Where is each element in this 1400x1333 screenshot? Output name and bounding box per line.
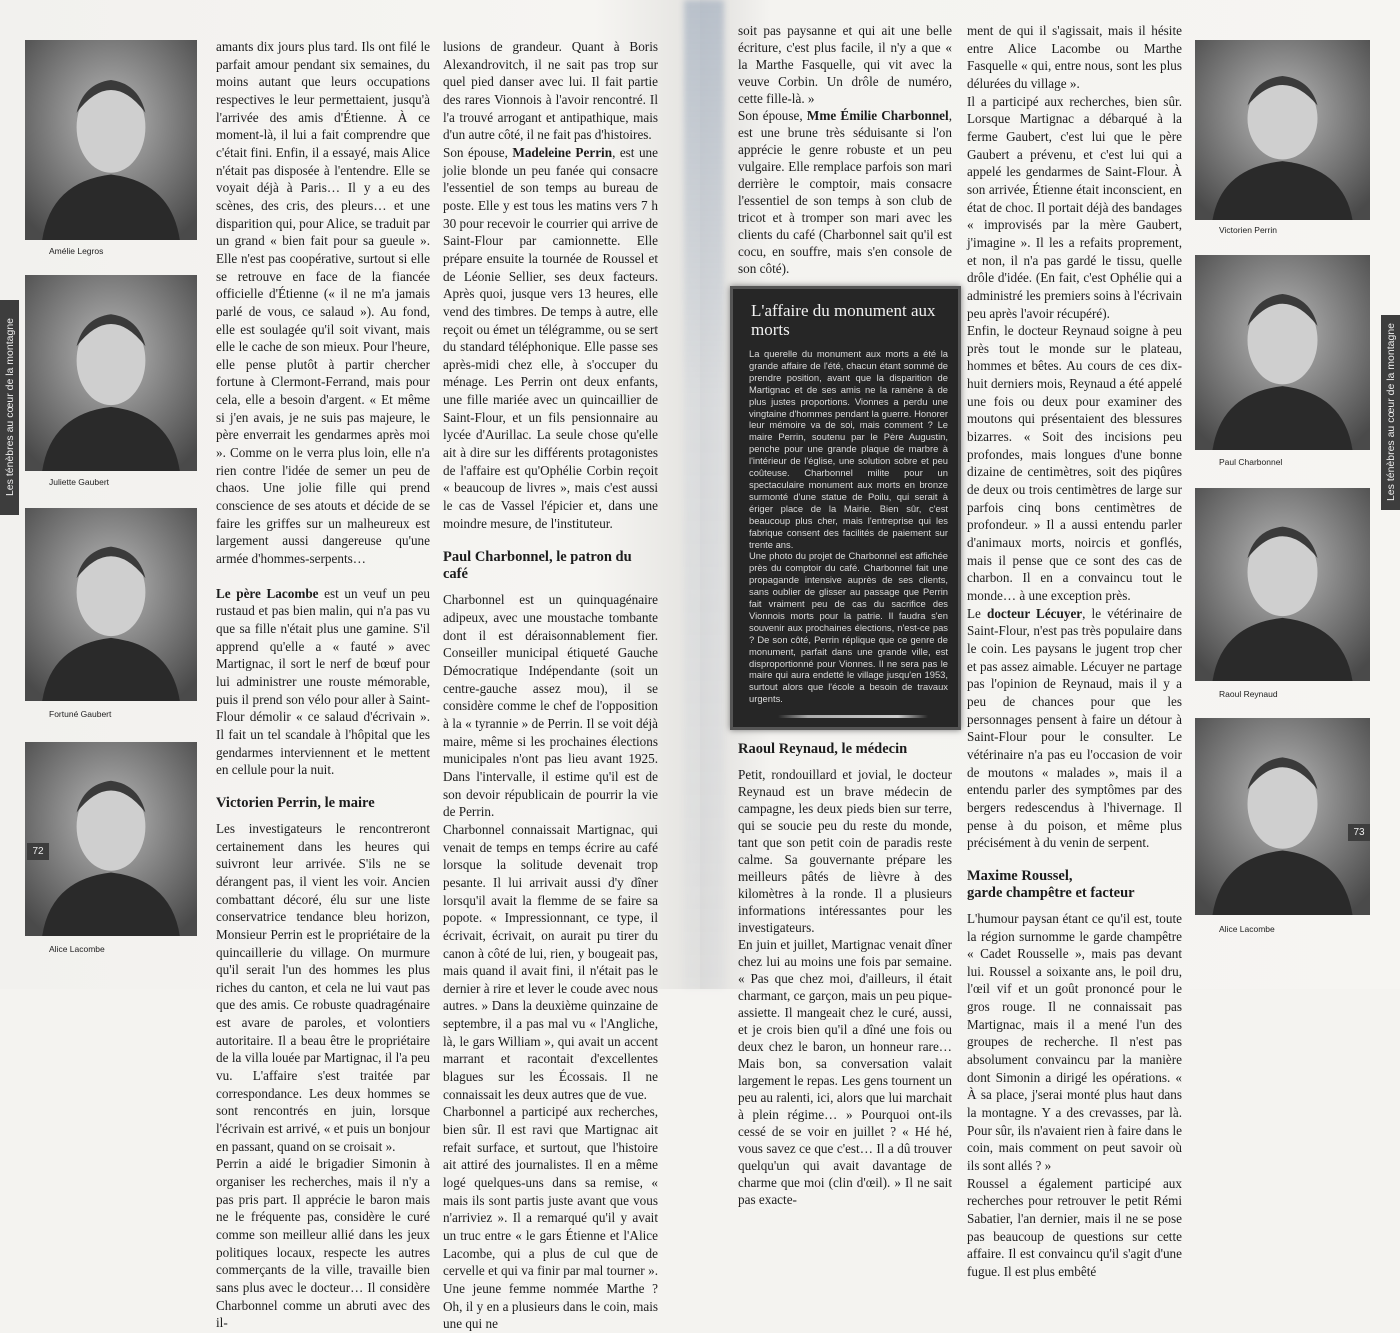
photo-caption: Amélie Legros	[49, 246, 104, 256]
paragraph-text: est un veuf un peu rustaud et pas bien malin, qui n'a pas vu que sa fille n'était plus une gamine. S'il apprend qu'elle a « fauté » avec Martignac, il sort le nerf de bœuf pour lui administrer une rouste mémorable, puis il prend son vélo pour aller à Saint-Flour démolir « ce salaud d'écrivain ». Il fait un tel scandale à l'hôpital que les gendarmes interviennent et le mettent en cellule pour la nuit.	[216, 585, 430, 778]
sidebar-paragraph: Une photo du projet de Charbonnel est affichée près du comptoir du café. Charbonnel fait une propagande intensive auprès de ses clients, sans oublier de glisser au passage que Perrin fait vraiment peu de cas du sacrifice des Vionnois morts pour la patrie. Il faudra s'en souvenir aux prochaines élections, n'est-ce pas ? De son côté, Perrin réplique que ce genre de monument, parfait dans une grande ville, est disproportionné pour Vionnes. Il ne sera pas le maire qui aura endetté le village jusqu'en 1953, surtout alors que l'école a besoin de travaux urgents.	[749, 550, 948, 705]
photo-caption: Alice Lacombe	[1219, 924, 1275, 934]
portrait-photo	[1195, 40, 1370, 220]
running-title: Les ténèbres au cœur de la montagne	[3, 318, 16, 497]
paragraph: Il a participé aux recherches, bien sûr. Lorsque Martignac a débarqué à la ferme Gaubert, c'est lui que le père Gaubert a prévenu, et c'est lui qui a appelé les gendarmes de Saint-Flour. À son arrivée, Étienne était inconscient, en état de choc. Il portait déjà des bandages « improvisés par la mère Gaubert, j'imagine ». Il les a refaits proprement, et non, il n'a pas gardé le tissu, quelle drôle d'idée. (En fait, c'est Ophélie qui a administré les premiers soins à l'écrivain peu après l'avoir récupéré).	[967, 93, 1182, 321]
paragraph	[216, 585, 430, 779]
paragraph: Charbonnel connaissait Martignac, qui venait de temps en temps écrire au café lorsque la solitude devenait trop pesante. Il lui arrivait aussi d'y dîner lorsqu'il avait la flemme de se faire sa popote. « Impressionnant, ce type, il écrivait, écrivait, on aurait pu tirer du canon à côté de lui, rien, y bougeait pas, mais quand il avait fini, il n'était pas le dernier à rire et lever le coude avec nous autres. » Dans la deuxième quinzaine de septembre, il a pas mal vu « l'Angliche, là, le gars William », qui avait un accent marrant et racontait d'excellentes blagues sur les Écossais. Il ne connaissait les deux autres que de vue.	[443, 821, 658, 1102]
section-heading	[967, 868, 1182, 902]
paragraph: amants dix jours plus tard. Ils ont filé le parfait amour pendant six semaines, du moins autant que leurs occupations respectives le leur permettaient, jusqu'à l'arrivée des amis d'Étienne. À ce moment-là, il lui a fait comprendre que c'était fini. Enfin, il a essayé, mais Alice n'était pas disposée à l'entendre. Elle se voyait déjà à Paris… Il y a eu des scènes, des cris, des pleurs… et une disparition qui, pour Alice, se traduit par un grand « bien fait pour sa gueule ». Elle n'est pas coopérative, surtout si elle se retrouve en face de la fiancée officielle d'Étienne (« il ne m'a jamais parlé de vous, ce salaud »). Au fond, elle est soulagée qu'il soit vivant, mais elle le cache de son mieux. Pour l'heure, elle pense plutôt à partir chercher fortune à Clermont-Ferrand, mais pour cela, elle a besoin d'argent. « Et même si j'en avais, je ne suis pas majeure, le père enverrait les gendarmes après moi ». Comme on le verra plus loin, elle n'a rien contre l'idée de semer un peu de chaos. Une jolie fille qui prend conscience de ses atouts et décide de se faire les griffes sur un malheureux est largement aussi dangereuse qu'une armée d'hommes-serpents…	[216, 39, 430, 567]
text-column-2	[443, 38, 658, 1333]
running-title: Les ténèbres au cœur de la montagne	[1384, 323, 1397, 502]
portrait-photo	[1195, 255, 1370, 450]
photo-caption: Juliette Gaubert	[49, 477, 110, 487]
page-number-left: 72	[27, 843, 49, 860]
portrait-photo	[25, 40, 197, 240]
paragraph: soit pas paysanne et qui ait une belle écriture, c'est plus facile, il n'y a que « la Marthe Fasquelle, qui vit avec la veuve Corbin. Un drôle de numéro, cette fille-là. »	[738, 23, 952, 106]
bold-name: Le père Lacombe	[216, 585, 319, 601]
paragraph-text: Le	[967, 605, 987, 621]
paragraph: En juin et juillet, Martignac venait dîner chez lui au moins une fois par semaine. « Pas que chez moi, d'ailleurs, il était charmant, ce garçon, mais un peu pique-assiette. Il mangeait chez le curé, aussi, et je crois bien qu'il a dîné une fois ou deux chez le baron, un honneur rare… Mais bon, sa conversation valait largement le repas. Les gens tournent un peu au ralenti, ici, alors que lui marchait à plein régime… » Pourquoi ont-ils cessé de se voir en juillet ? « Hé hé, vous savez ce que c'est… Il a dû trouver quelqu'un qui avait davantage de charme que moi (clin d'œil). » Il ne sait pas exacte-	[738, 937, 952, 1208]
bold-name: Madeleine Perrin	[512, 144, 613, 160]
paragraph: L'humour paysan étant ce qu'il est, toute la région surnomme le garde champêtre « Cadet Rousselle », mais pas devant lui. Roussel a soixante ans, le poil dru, l'œil vif et un goût prononcé pour le gros rouge. Il ne connaissait pas Martignac, mais il a mené l'un des groupes de recherche. Il n'est pas absolument convaincu par la manière dont Simonin a dirigé les opérations. « À sa place, j'serai monté plus haut dans la montagne. Y a des crevasses, par là. Pour sûr, ils n'avaient rien à faire dans le coin, mais comment on peut savoir où ils sont allés ? »	[967, 910, 1182, 1174]
text-column-3	[738, 22, 952, 1208]
sidebar-paragraph: La querelle du monument aux morts a été la grande affaire de l'été, chacun étant sommé de prendre position, avant que la disparition de Martignac et de ses amis ne la ramène à de plus justes proportions. Vionnes a perdu une vingtaine d'hommes pendant la guerre. Honorer leur mémoire va de soi, mais comment ? Le maire Perrin, soutenu par le Père Augustin, penche pour une grande plaque de marbre à l'intérieur de l'église, une solution sobre et peu coûteuse. Charbonnel milite pour un spectaculaire monument aux morts en bronze surmonté d'une statue de Poilu, qui serait à ériger place de la Mairie. Bien sûr, c'est beaucoup plus cher, mais l'entreprise qui les fabrique consent des facilités de paiement sur trente ans.	[749, 348, 948, 550]
paragraph	[738, 107, 952, 277]
section-heading: Victorien Perrin, le maire	[216, 794, 375, 811]
decorative-squiggle	[778, 715, 928, 718]
portrait-photo	[25, 275, 197, 471]
photo-caption: Fortuné Gaubert	[49, 709, 112, 719]
paragraph: Enfin, le docteur Reynaud soigne à peu près tout le monde sur le plateau, hommes et bêtes. Au cours de ces dix-huit derniers mois, Reynaud a été appelé une fois ou deux pour examiner des moutons qui présentaient des blessures bizarres. « Soit des incisions peu profondes, mais longues d'une bonne dizaine de centimètres, soit des piqûres de deux ou trois centimètres de large sur parfois cinq bons centimètres de profondeur. » Il a aussi entendu parler d'animaux morts, noircis et gonflés, mais il pense que ce sont des cas de charbon. Il en a convaincu tout le monde… à une exception près.	[967, 323, 1182, 603]
paragraph: ment de qui il s'agissait, mais il hésite entre Alice Lacombe ou Marthe Fasquelle « qui, entre nous, sont les plus délurées du village ».	[967, 23, 1182, 91]
paragraph-text: , est une brune très séduisante si l'on apprécie le genre robuste et un peu vulgaire. Elle remplace parfois son mari derrière le comptoir, mais consacre l'essentiel de son temps à son club de tricot et à tromper son mari avec les clients du café (Charbonnel sait qu'il est cocu, en souffre, mais s'en console de son côté).	[738, 108, 952, 276]
paragraph: Charbonnel a participé aux recherches, bien sûr. Il est ravi que Martignac ait refait surface, et surtout, que l'histoire ait attiré des journalistes. Il en a même logé quelques-uns dans sa remise, « mais ils sont partis juste avant que vous n'arriviez ». Il a remarqué qu'il y avait un truc entre « le gars Étienne et l'Alice Lacombe, qui a plus de cul que de cervelle et qui va finir par mal tourner ». Une jeune femme nommée Marthe ? Oh, il y en a plusieurs dans le coin, mais une qui ne	[443, 1104, 658, 1332]
heading-line: garde champêtre et facteur	[967, 884, 1135, 901]
paragraph	[967, 605, 1182, 852]
bold-name: docteur Lécuyer	[986, 605, 1083, 621]
paragraph: Perrin a aidé le brigadier Simonin à organiser les recherches, mais il n'y a pas pris part. Il apprécie le baron mais ne le fréquente pas, considère le curé comme son meilleur allié dans les jeux politiques locaux, respecte les autres commerçants de la ville, travaille bien sans plus avec le docteur… Il considère Charbonnel comme un abruti avec des il-	[216, 1156, 430, 1331]
text-column-1	[216, 38, 430, 1332]
paragraph-text: Son épouse,	[738, 108, 807, 123]
paragraph-text: Son épouse,	[443, 144, 513, 160]
photo-caption: Raoul Reynaud	[1219, 689, 1278, 699]
paragraph: lusions de grandeur. Quant à Boris Alexandrovitch, il ne sait pas trop sur quel pied danser avec lui. Il fait partie des rares Vionnois à l'avoir rencontré. Il l'a trouvé arrogant et antipathique, mais d'un autre côté, il ne fait pas d'histoires.	[443, 39, 658, 143]
paragraph: Charbonnel est un quinquagénaire adipeux, avec une moustache tombante dont il est déraisonnablement fier. Conseiller municipal étiqueté Gauche Démocratique Indépendante (soit un centre-gauche assez mou), il se considère comme le chef de l'opposition à la « tyrannie » de Perrin. Il se voit déjà maire, même si les prochaines élections municipales n'ont pas lieu avant 1925. Dans l'intervalle, il estime qu'il est de son devoir républicain de pourrir la vie de Perrin.	[443, 592, 658, 820]
section-heading: Paul Charbonnel, le patron du café	[443, 549, 632, 583]
photo-caption: Alice Lacombe	[49, 944, 105, 954]
paragraph-text: , est une jolie blonde un peu fanée qui consacre l'essentiel de son temps au bureau de poste. Elle y est tous les matins vers 7 h 30 pour recevoir le courrier qui arrive de Saint-Flour par camionnette. Elle prépare ensuite la tournée de Roussel et de Léonie Sellier, ses deux facteurs. Après quoi, jusque vers 13 heures, elle vend des timbres. De temps à autre, elle reçoit ou émet un télégramme, ou se sert du standard téléphonique. Elle passe ses après-midi chez elle, à s'occuper du ménage. Les Perrin ont deux enfants, une fille mariée avec un quincaillier de Saint-Flour, et un fils pensionnaire au lycée d'Aurillac. La seule chose qu'elle ait à dire sur les différents protagonistes de l'affaire est qu'Ophélie Corbin reçoit « beaucoup de livres », mais c'est aussi le cas de Vassel l'épicier et, dans une moindre mesure, de l'instituteur.	[443, 144, 658, 531]
running-title-tab-left	[0, 300, 19, 515]
portrait-photo	[1195, 718, 1370, 915]
sidebar-box-monument	[733, 289, 958, 727]
photo-caption: Paul Charbonnel	[1219, 457, 1283, 467]
portrait-photo	[25, 508, 197, 701]
paragraph-text: , le vétérinaire de Saint-Flour, n'est pas très populaire dans le coin. Les paysans le jugent trop cher et pas assez aimable. Lécuyer ne partage pas l'opinion de Reynaud, mais il y a peu de chances pour que les personnages pensent à faire un détour à Saint-Flour pour le consulter. Le vétérinaire n'a pas eu l'occasion de voir de moutons « malades », mais il a entendu parler des symptômes par des bergers redescendus à l'hivernage. Il pense à du poison, et même plus précisément à du venin de serpent.	[967, 605, 1182, 851]
paragraph: Les investigateurs le rencontreront certainement dans les heures qui suivront leur arrivée. S'ils ne se dérangent pas, il vient les voir. Ancien combattant décoré, élu sur une liste conservatrice tendance bleu horizon, Monsieur Perrin est le propriétaire de la quincaillerie du village. On murmure qu'il serait l'un des hommes les plus riches du canton, et cela ne lui vaut pas que des amis. Ce robuste quadragénaire est avare de paroles, et volontiers autoritaire. Il a beau être le propriétaire de la villa louée par Martignac, il l'a peu vu. L'affaire s'est traitée par correspondance. Les deux hommes se sont rencontrés en juin, lorsque l'écrivain est arrivé, « et puis un bonjour en passant, quand on se croisait ».	[216, 820, 430, 1154]
heading-line: Maxime Roussel,	[967, 867, 1073, 884]
paragraph: Roussel a également participé aux recherches pour retrouver le petit Rémi Sabatier, l'an dernier, mais il ne se pose pas beaucoup de questions sur cette affaire. Il est convaincu qu'il s'agit d'une fugue. Il est plus embêté	[967, 1175, 1182, 1279]
running-title-tab-right	[1381, 315, 1400, 510]
paragraph: Petit, rondouillard et jovial, le docteur Reynaud est un brave médecin de campagne, les deux pieds bien sur terre, qui se soucie peu du reste du monde, tant que son petit coin de paradis reste calme. Sa gouvernante prépare les meilleurs pâtés de lièvre à des kilomètres à la ronde. Il a plusieurs informations intéressantes pour les investigateurs.	[738, 767, 952, 936]
photo-caption: Victorien Perrin	[1219, 225, 1277, 235]
sidebar-box-title: L'affaire du monument aux morts	[751, 301, 936, 339]
gutter-brush-stroke	[684, 0, 724, 989]
section-heading: Raoul Reynaud, le médecin	[738, 741, 908, 758]
portrait-photo	[25, 742, 197, 936]
bold-name: Mme Émilie Charbonnel	[806, 108, 949, 123]
text-column-4	[967, 22, 1182, 1281]
paragraph	[443, 144, 658, 532]
portrait-photo	[1195, 488, 1370, 681]
page-number-right: 73	[1348, 824, 1370, 841]
